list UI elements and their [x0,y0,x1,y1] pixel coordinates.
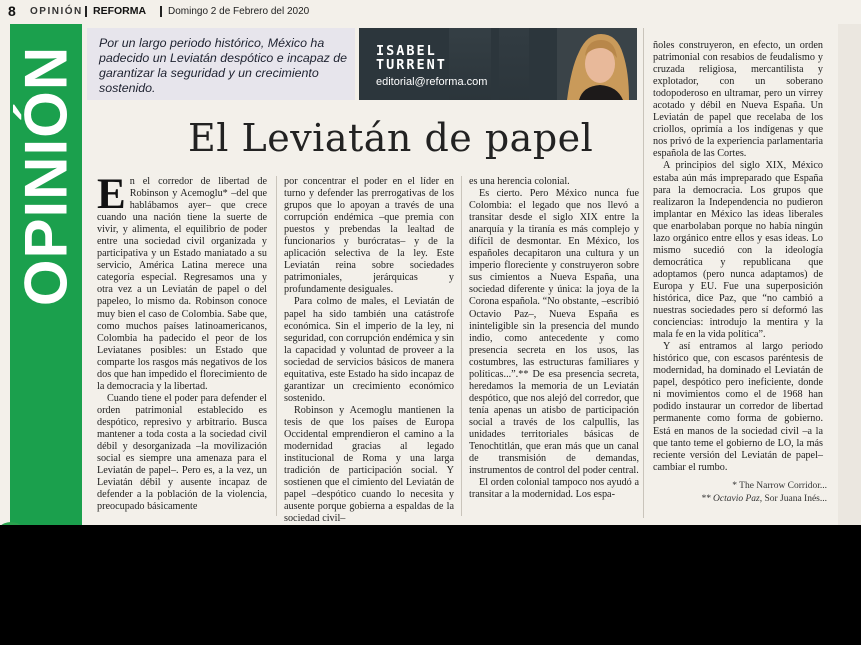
article-column-3 [469,176,639,501]
page-edge [838,24,861,525]
page-number: 8 [8,3,16,19]
author-photo [557,28,637,100]
decorative-circle [0,522,28,525]
footnote: * The Narrow Corridor... [732,481,827,491]
header-divider [85,6,87,17]
publication-date: Domingo 2 de Febrero del 2020 [168,6,310,17]
article-title: El Leviatán de papel [188,116,594,160]
paragraph: Robinson y Acemoglu mantienen la tesis de que los países de Europa Occidental emprendieron el camino a la modernidad gracias al legado institucional de Roma y una larga tradición de participación social. Y sostienen que el cimiento del Leviatán de papel –despótico cuando lo necesita y ausente porque gobierna a espaldas de la sociedad civil– [284,404,454,525]
paragraph: Cuando tiene el poder para defender el orden patrimonial establecido es despótico, represivo y arbitrario. Busca mantener a toda costa a la sociedad civil débil y desorganizada –la movilización social es siempre una amenaza para el Leviatán de papel–. Pero es, a la vez, un Leviatán débil y ausente incapaz de defender a la población de la violencia, preocupado básicamente [97,392,267,513]
paragraph: El orden colonial tampoco nos ayudó a transitar a la modernidad. Los espa- [469,477,639,501]
paragraph: Para colmo de males, el Leviatán de papel ha sido también una catástrofe económica. Sin el imperio de la ley, ni seguridad, con corrupción endémica y sin la capacidad y voluntad de proveer a la sociedad de servicios básicos de manera equitativa, este Estado ha sido incapaz de garantizar un crecimiento económico sostenido. [284,296,454,404]
paragraph: Es cierto. Pero México nunca fue Colombia: el legado que nos llevó a transitar desde el siglo XIX entre la anarquía y la tiranía es más complejo y difícil de desmontar. En México, los españoles decapitaron una cultura y un imperio floreciente y construyeron sobre sus cimientos a Nueva España, una sociedad diferente y única: la joya de la Corona española. “No obstante, –escribió Octavio Paz–, Nueva España es ininteligible sin la presencia del mundo indio, como antecedente y como presencia secreta en los usos, las costumbres, las estructuras familiares y políticas...”.** De esa presencia secreta, heredamos la memoria de un Leviatán despótico, que nos alejó del corredor, que tenía apenas un atisbo de participación social a través de los calpullis, las unidades territoriales básicas de Tenochtitlán, que eran más que un canal de transmisión de demandas, instrumentos de control del poder central. [469,188,639,477]
section-vertical-title: OPINIÓN [12,45,80,307]
author-block [359,28,637,100]
drop-cap: E [97,171,126,218]
paragraph: por concentrar el poder en el líder en turno y defender las prerrogativas de los grupos que lo apoyan a través de una corrupción endémica –que premia con puestos y prebendas la lealtad de funcionarios y burócratas– y de la aplicación selectiva de la ley. Este Leviatán reina sobre sociedades patrimoniales, jerárquicas y profundamente desiguales. [284,176,454,296]
header-divider [160,6,162,17]
section-name: OPINIÓN [30,6,83,17]
paragraph: A principios del siglo XIX, México estaba aún más impreparado que España para la democracia. Los grupos que realizaron la Independencia no pudieron implantar en México las ideas liberales que enarbolaban porque no había ningún lazo orgánico entre ellos y esas ideas. Lo mismo sucedió con la ideología democrática y republicana que adoptamos (pero nunca adaptamos) de Europa y EU. Fue una superposición histórica, dice Paz, que “no cambió a nuestras sociedades pero sí deformó las conciencias: introdujo la mentira y la mala fe en la vida política”. [653,160,823,341]
pull-quote-text: Por un largo periodo histórico, México ha padecido un Leviatán despótico e incapaz de garantizar la seguridad y un crecimiento sostenido. [99,36,348,95]
paragraph: En el corredor de libertad de Robinson y Acemoglu* –del que hablábamos ayer– que crece cuando una nación tiene la suerte de vivir, y alimenta, el equilibrio de poder entre una sociedad civil organizada y participativa y un Estado maniatado a su servicio, América Latina merece una categoría especial. Regresamos una y otra vez a un Leviatán de papel o del papeleo, lo mismo da. Robinson conoce muy bien el caso de Colombia. Sabe que, como muchos países latinoamericanos, Colombia ha padecido el peor de los Leviatanes posibles: un Estado que comparte los rasgos más negativos de los dos que han impedido el florecimiento de la democracia y la libertad. [97,171,267,392]
publication-name: REFORMA [93,5,147,17]
page-header [0,0,861,24]
article-column-1 [97,171,267,513]
author-email: editorial@reforma.com [376,76,488,88]
paragraph: Y así entramos al largo periodo histórico que, con escasos paréntesis de modernidad, ha dominado el Leviatán de papel, despótico pero ineficiente, donde ni movimientos como el de 1968 han podido instaurar un corredor de libertad permanente como forma de gobierno. Está en manos de la sociedad civil –a la que tanto teme el gobierno de LO, la más reciente versión del Leviatán de papel– cambiar el rumbo. [653,341,823,473]
paragraph: es una herencia colonial. [469,176,570,187]
author-name: ISABEL TURRENT [376,43,447,73]
article-column-2 [284,176,454,525]
section-band [10,24,82,525]
footnote: ** Octavio Paz, Sor Juana Inés... [701,494,827,504]
article-column-4 [653,40,823,474]
pull-quote [87,28,355,100]
paragraph: ñoles construyeron, en efecto, un orden patrimonial con resabios de feudalismo y cruzada religiosa, mercantilista y explotador, con un soberano todopoderoso en ultramar, pero un virrey acotado y débil en Nueva España. Un Leviatán de papel que recelaba de los criollos, oprimía a los indígenas y que nos privó de la experiencia parlamentaria española de las Cortes. [653,40,823,160]
